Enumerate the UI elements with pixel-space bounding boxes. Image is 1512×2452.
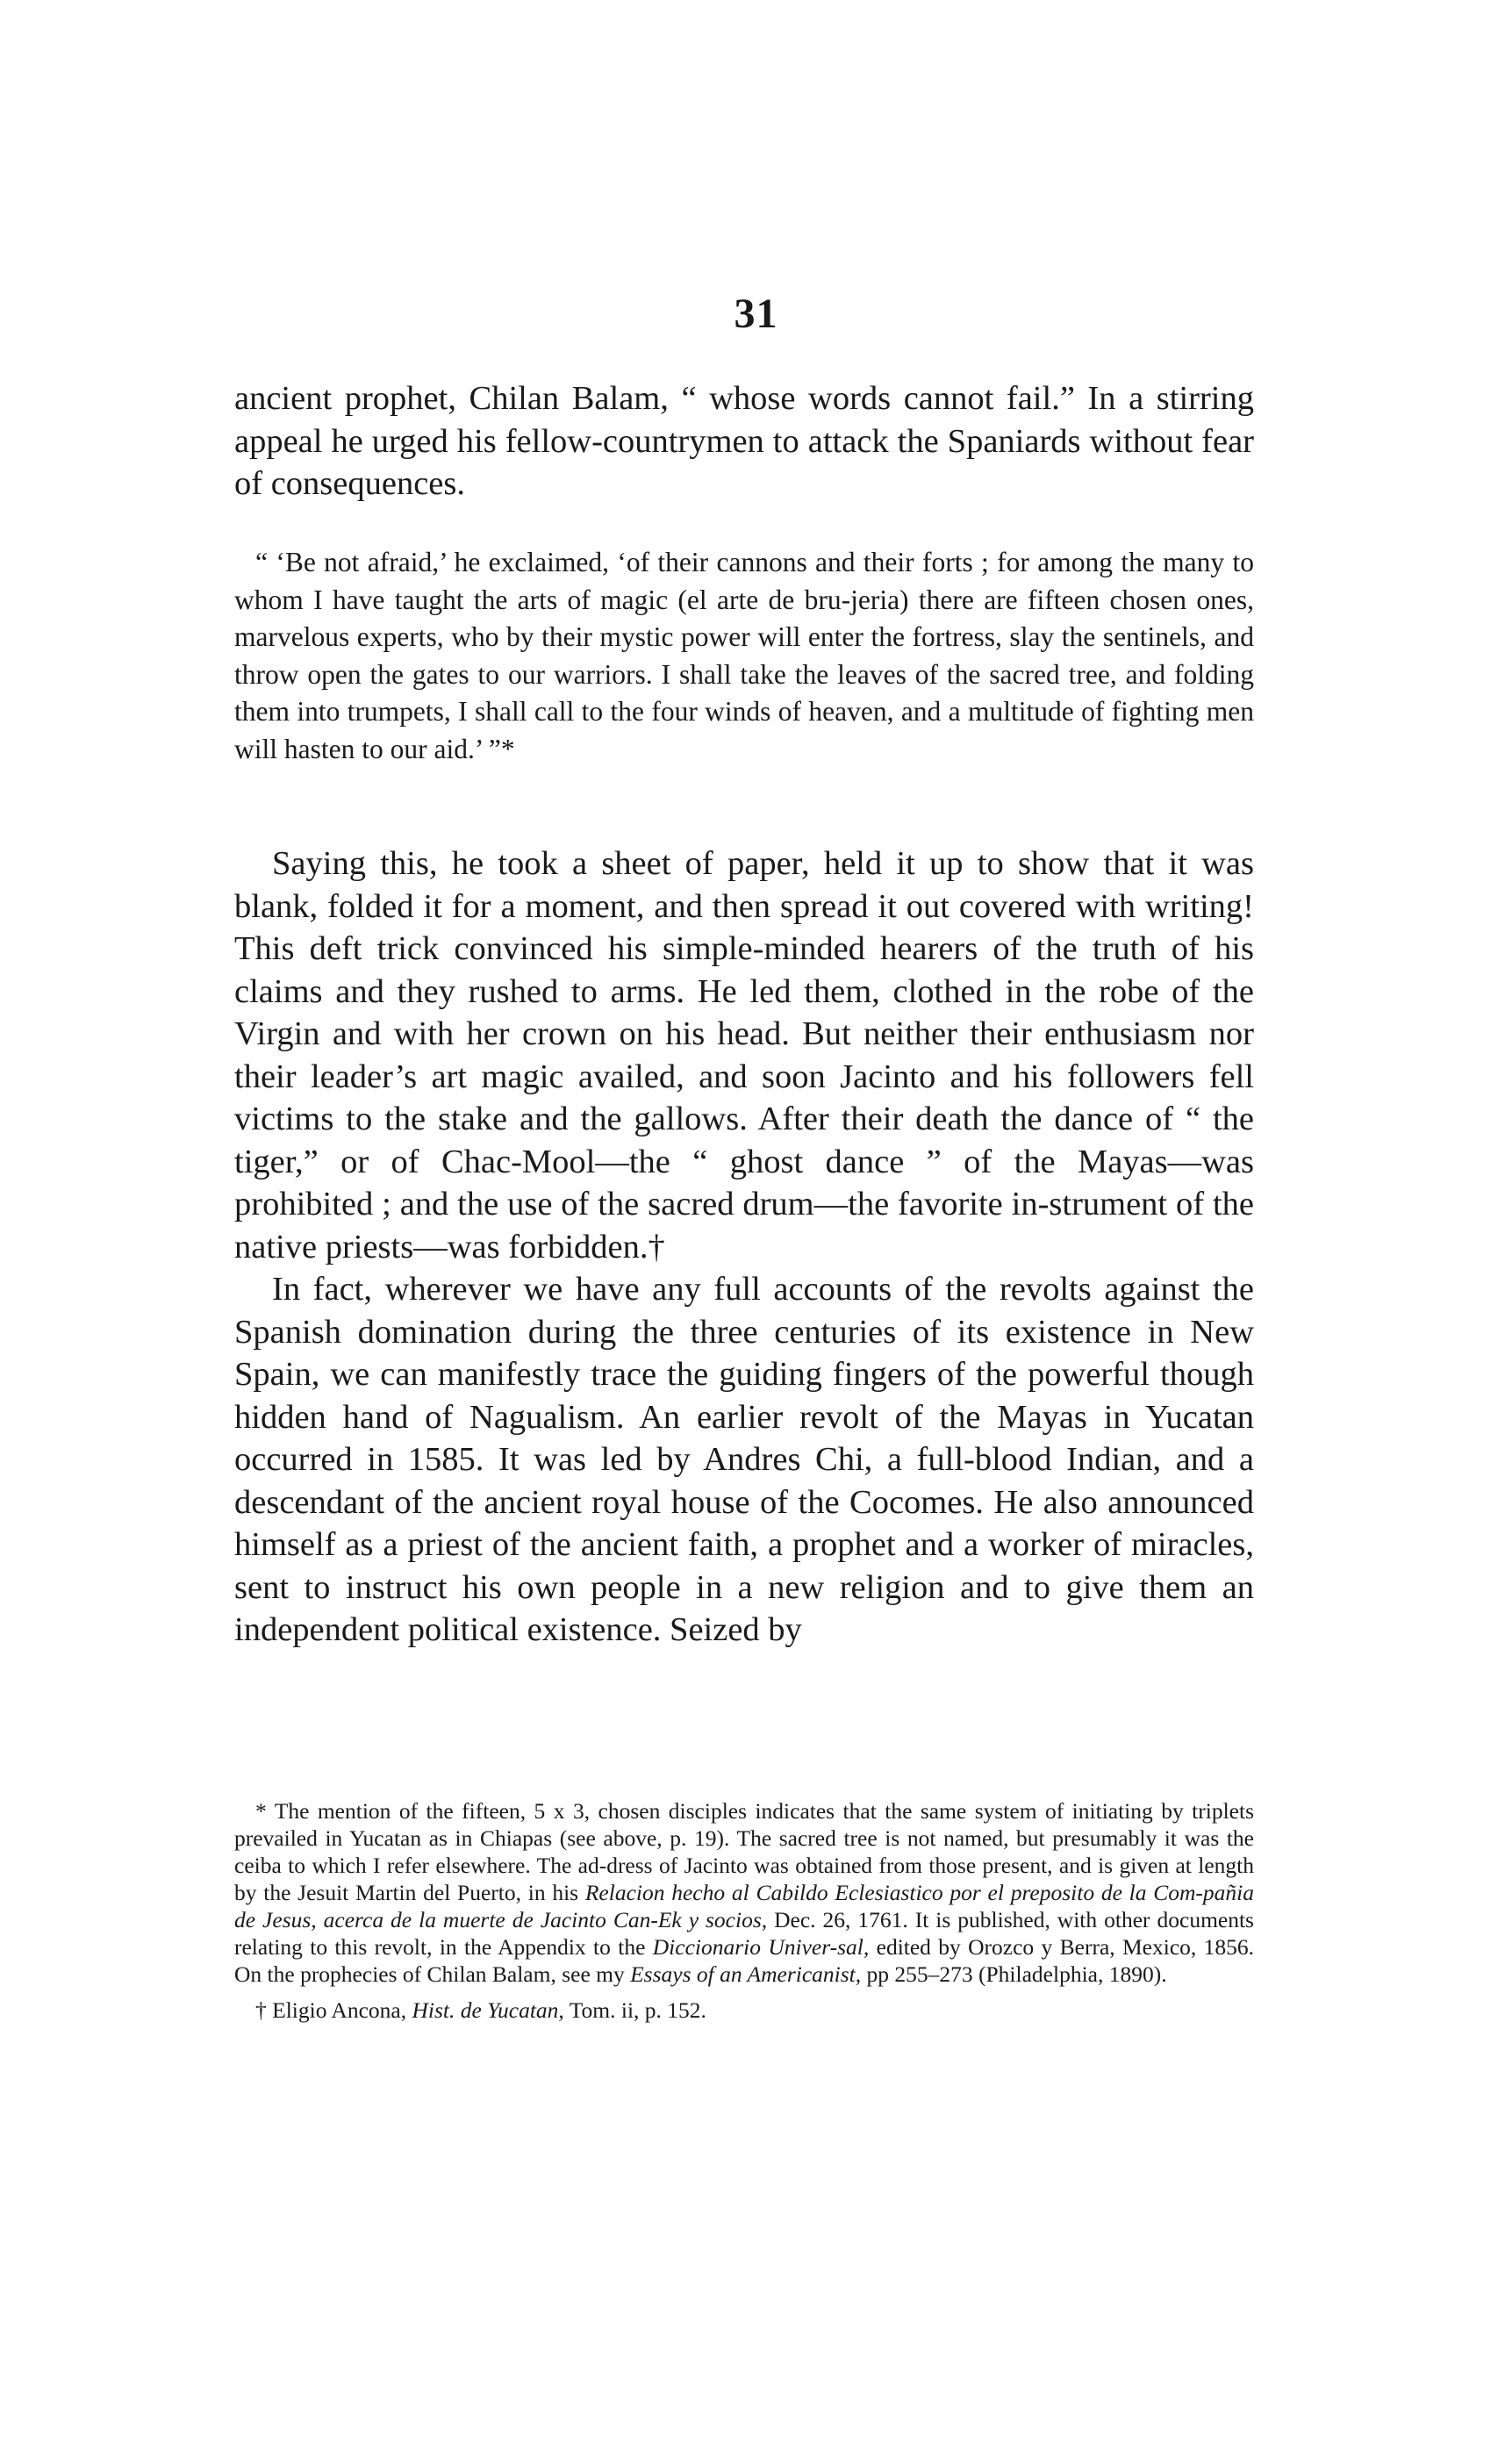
paragraph-in-fact: In fact, wherever we have any full accounts of the revolts against the Spanish domination during the three centuries of its existence in New Spain, we can manifestly trace the guiding fingers of the powerful though hidden hand of Nagualism. An earlier revolt of the Mayas in Yucatan occurred in 1585. It was led by Andres Chi, a full-blood Indian, and a descendant of the ancient royal house of the Cocomes. He also announced himself as a priest of the ancient faith, a prophet and a worker of miracles, sent to instruct his own people in a new religion and to give them an independent political existence. Seized by (234, 1271, 1254, 1648)
footnote-star-title-diccionario: Diccionario Univer-sal, (652, 1934, 870, 1960)
page-number: 31 (734, 290, 778, 337)
footnote-star (234, 1797, 1254, 1988)
main-text (234, 377, 1254, 505)
footnote-star-text-2: Dec. 26, 1761. It is published, with other documents relating to this revolt, in the Appendix to the (234, 1907, 1254, 1960)
main-text-continued (234, 842, 1254, 1652)
footnote-dagger-text-2: Tom. ii, p. 152. (563, 1997, 706, 2023)
quotation-block (234, 544, 1254, 768)
paragraph-quote: “ ‘Be not afraid,’ he exclaimed, ‘of their cannons and their forts ; for among the many to whom I have taught the arts of magic (el arte de bru-jeria) there are fifteen chosen ones, marvelous experts, who by their mystic power will enter the fortress, slay the sentinels, and throw open the gates to our warriors. I shall take the leaves of the sacred tree, and folding them into trumpets, I shall call to the four winds of heaven, and a multitude of fighting men will hasten to our aid.’ ”* (234, 547, 1254, 764)
footnote-star-title-relacion: Relacion hecho al Cabildo Eclesiastico por el preposito de la Com-pañia de Jesus, acerca de la muerte de Jacinto Can-Ek y socios, (234, 1880, 1254, 1932)
footnote-star-text-4: pp 255–273 (Philadelphia, 1890). (861, 1961, 1167, 1987)
footnote-dagger (234, 1997, 1254, 2024)
paragraph-saying: Saying this, he took a sheet of paper, held it up to show that it was blank, folded it for a moment, and then spread it out covered with writing! This deft trick convinced his simple-minded hearers of the truth of his claims and they rushed to arms. He led them, clothed in the robe of the Virgin and with her crown on his head. But neither their enthusiasm nor their leader’s art magic availed, and soon Jacinto and his followers fell victims to the stake and the gallows. After their death the dance of “ the tiger,” or of Chac-Mool—the “ ghost dance ” of the Mayas—was prohibited ; and the use of the sacred drum—the favorite in-strument of the native priests—was forbidden.† (234, 845, 1254, 1265)
paragraph-opening: ancient prophet, Chilan Balam, “ whose words cannot fail.” In a stirring appeal he urged his fellow-countrymen to attack the Spaniards without fear of consequences. (234, 380, 1254, 502)
footnote-dagger-text-1: † Eligio Ancona, (255, 1997, 412, 2023)
footnote-star-title-essays: Essays of an Americanist, (630, 1961, 862, 1987)
footnote-dagger-title: Hist. de Yucatan, (412, 1997, 564, 2023)
footnote-star-text-1: * The mention of the fifteen, 5 x 3, chosen disciples indicates that the same system of initiating by triplets prevailed in Yucatan as in Chiapas (see above, p. 19). The sacred tree is not named, but presumably it was the ceiba to which I refer elsewhere. The ad-dress of Jacinto was obtained from those present, and is given at length by the Jesuit Martin del Puerto, in his (234, 1798, 1254, 1905)
footnote-star-text-3: edited by Orozco y Berra, Mexico, 1856. On the prophecies of Chilan Balam, see my (234, 1934, 1254, 1987)
footnotes (234, 1797, 1254, 2024)
